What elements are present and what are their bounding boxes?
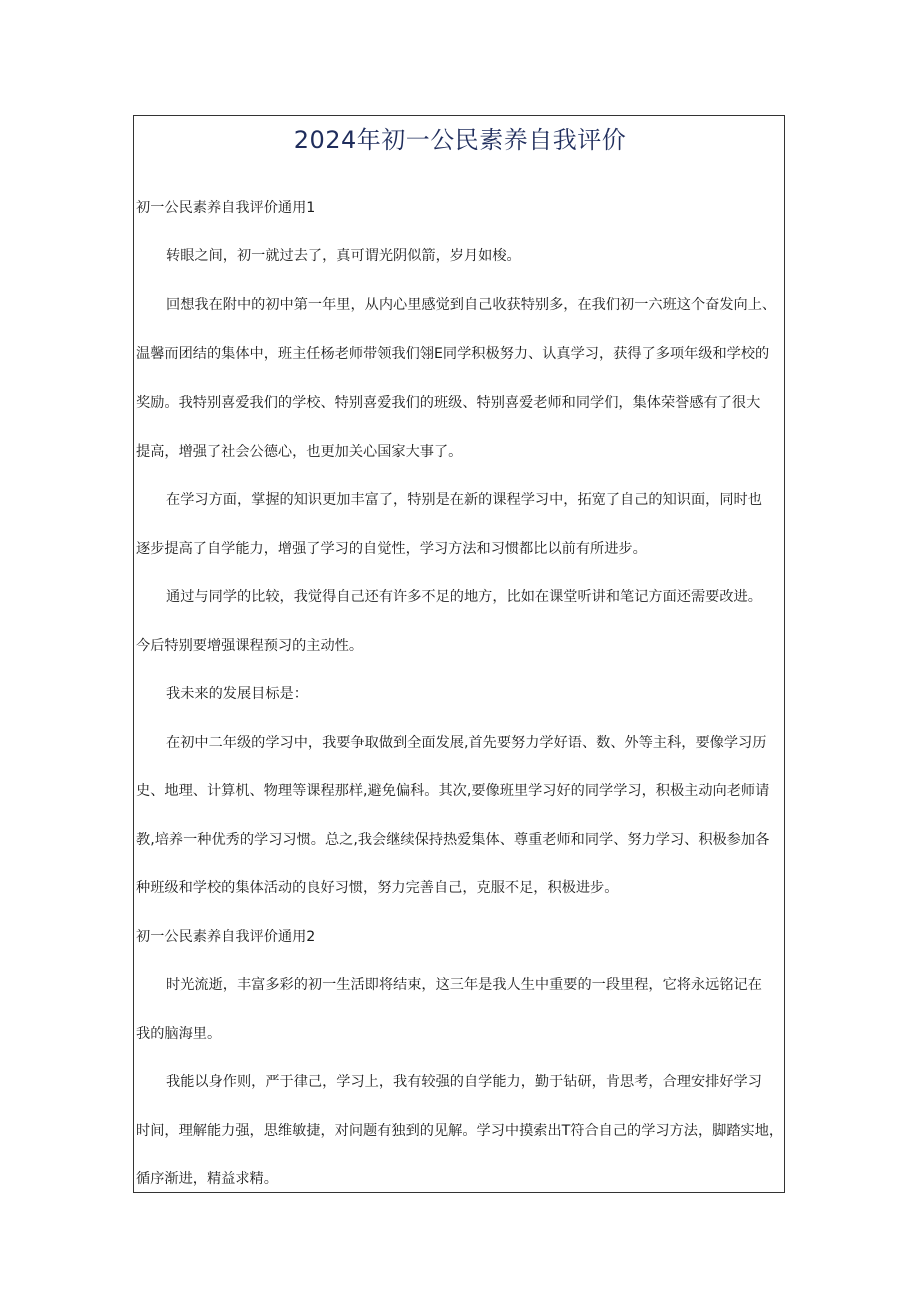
paragraph-line: 史、地理、计算机、物理等课程那样,避免偏科。其次,要像班里学习好的同学学习，积极主动向老师请 (136, 783, 770, 799)
paragraph-line: 奖励。我特别喜爱我们的学校、特别喜爱我们的班级、特别喜爱老师和同学们，集体荣誉感有了很大 (136, 395, 761, 411)
paragraph-line: 回想我在附中的初中第一年里，从内心里感觉到自己收获特别多，在我们初一六班这个奋发向上、 (166, 297, 777, 313)
paragraph-line: 提高，增强了社会公德心，也更加关心国家大事了。 (136, 444, 463, 460)
paragraph-line: 我的脑海里。 (136, 1026, 222, 1042)
paragraph-line: 种班级和学校的集体活动的良好习惯，努力完善自己，克服不足，积极进步。 (136, 880, 619, 896)
paragraph-line: 逐步提高了自学能力，增强了学习的自觉性，学习方法和习惯都比以前有所进步。 (136, 541, 647, 557)
paragraph-line: 时光流逝，丰富多彩的初一生活即将结束，这三年是我人生中重要的一段里程，它将永远铭记在 (166, 977, 762, 993)
paragraph-line: 通过与同学的比较，我觉得自己还有许多不足的地方，比如在课堂听讲和笔记方面还需要改进。 (166, 589, 762, 605)
paragraph-line: 我能以身作则，严于律己，学习上，我有较强的自学能力，勤于钻研，肯思考，合理安排好学习 (166, 1074, 762, 1090)
section-heading: 初一公民素养自我评价通用1 (136, 200, 316, 216)
paragraph-line: 今后特别要增强课程预习的主动性。 (136, 638, 364, 654)
paragraph-line: 在学习方面，掌握的知识更加丰富了，特别是在新的课程学习中，拓宽了自己的知识面，同时也 (166, 492, 762, 508)
paragraph-line: 转眼之间，初一就过去了，真可谓光阴似箭，岁月如梭。 (166, 248, 521, 264)
section-heading: 初一公民素养自我评价通用2 (136, 929, 316, 945)
paragraph-line: 我未来的发展目标是： (166, 686, 308, 702)
paragraph-line: 温馨而团结的集体中，班主任杨老师带领我们翎E同学积极努力、认真学习，获得了多项年级和学校的 (136, 346, 770, 362)
document-title: 2024年初一公民素养自我评价 (293, 126, 627, 154)
paragraph-line: 循序渐进，精益求精。 (136, 1171, 278, 1187)
paragraph-line: 在初中二年级的学习中，我要争取做到全面发展,首先要努力学好语、数、外等主科，要像学习历 (166, 735, 767, 751)
paragraph-line: 教,培养一种优秀的学习习惯。总之,我会继续保持热爱集体、尊重老师和同学、努力学习、积极参加各 (136, 832, 770, 848)
paragraph-line: 时间，理解能力强，思维敏捷，对问题有独到的见解。学习中摸索出T符合自己的学习方法，脚踏实地， (136, 1123, 784, 1139)
